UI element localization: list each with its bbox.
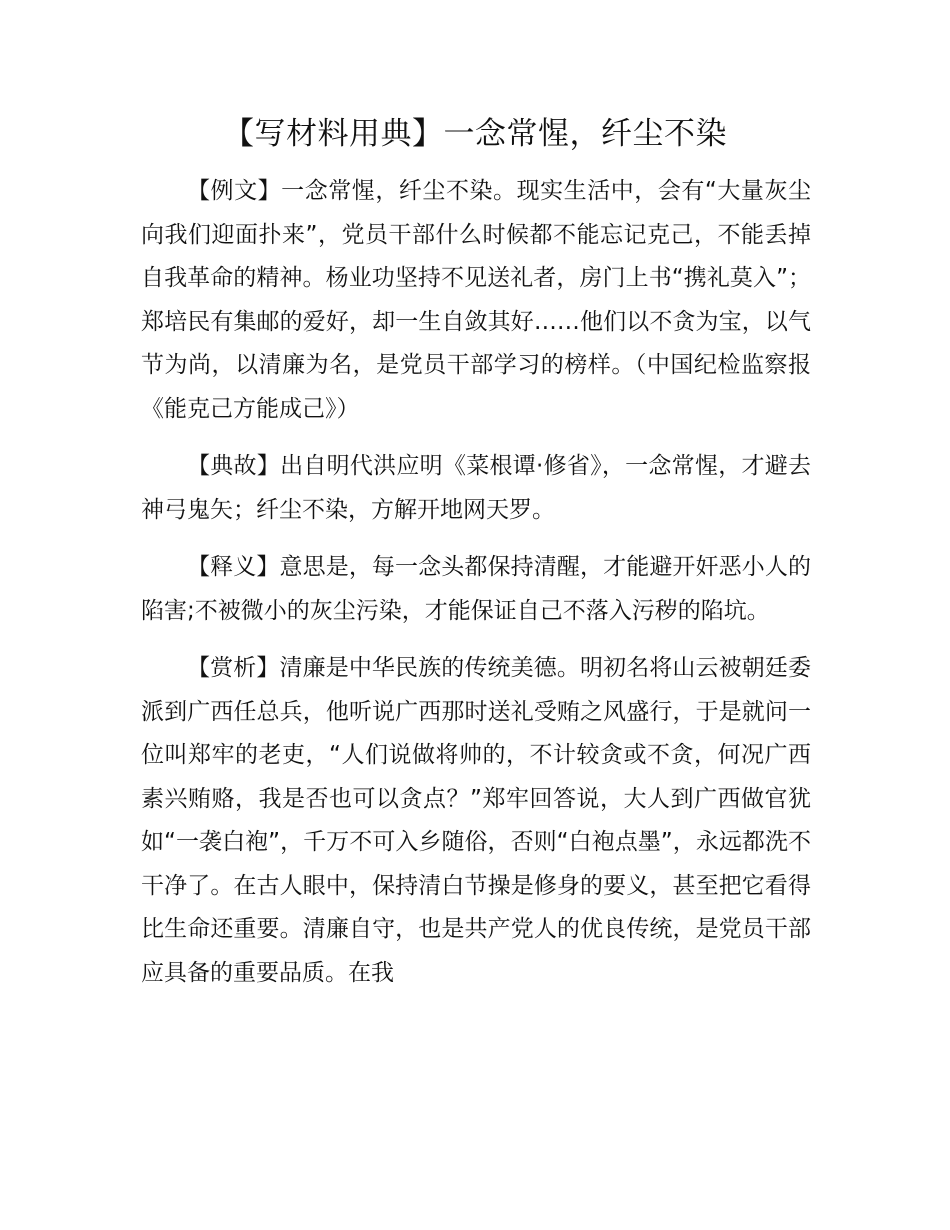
paragraph-tag: 【典故】 (187, 453, 281, 479)
paragraph-text: 出自明代洪应明《菜根谭·修省》，一念常惺，才避去神弓鬼矢；纤尘不染，方解开地网天罗。 (141, 453, 812, 523)
paragraph-text: 一念常惺，纤尘不染。现实生活中，会有“大量灰尘向我们迎面扑来”，党员干部什么时候都不能忘记克己，不能丢掉自我革命的精神。杨业功坚持不见送礼者，房门上书“携礼莫入”；郑培民有集邮的爱好，却一生自敛其好……他们以不贪为宝，以气节为尚，以清廉为名，是党员干部学习的榜样。（中国纪检监察报《能克己方能成己》） (141, 178, 811, 422)
paragraph-tag: 【例文】 (187, 178, 282, 204)
paragraph-example (141, 170, 811, 431)
paragraph-text: 清廉是中华民族的传统美德。明初名将山云被朝廷委派到广西任总兵，他听说广西那时送礼受贿之风盛行，于是就问一位叫郑牢的老吏，“人们说做将帅的，不计较贪或不贪，何况广西素兴贿赂，我是否也可以贪点？”郑牢回答说，大人到广西做官犹如“一袭白袍”，千万不可入乡随俗，否则“白袍点墨”，永远都洗不干净了。在古人眼中，保持清白节操是修身的要义，甚至把它看得比生命还重要。清廉自守，也是共产党人的优良传统，是党员干部应具备的重要品质。在我 (141, 655, 812, 986)
paragraph-appreciation (141, 647, 811, 995)
paragraph-tag: 【赏析】 (187, 655, 280, 681)
paragraph-tag: 【释义】 (187, 554, 280, 580)
paragraph-text: 意思是，每一念头都保持清醒，才能避开奸恶小人的陷害;不被微小的灰尘污染，才能保证自己不落入污秽的陷坑。 (141, 554, 812, 624)
paragraph-allusion (141, 445, 811, 532)
paragraph-interpretation (141, 546, 811, 633)
document-title: 【写材料用典】一念常惺，纤尘不染 (223, 116, 727, 152)
document-body (141, 170, 811, 1009)
